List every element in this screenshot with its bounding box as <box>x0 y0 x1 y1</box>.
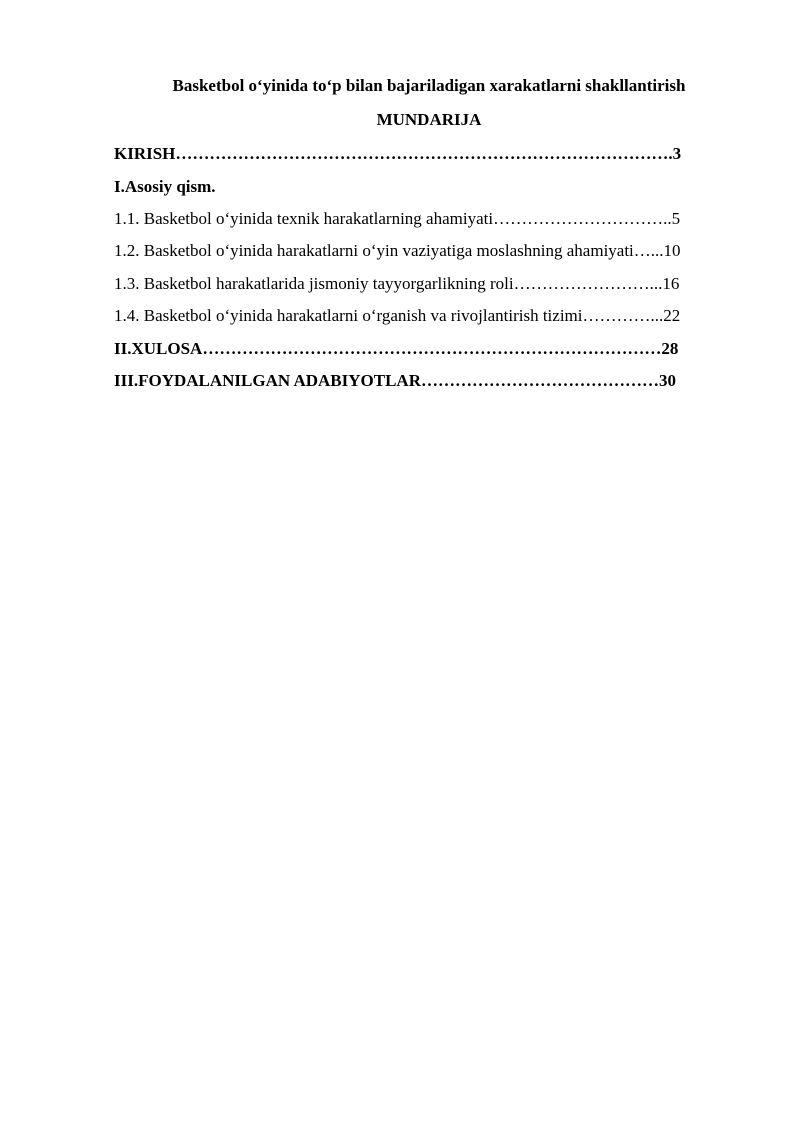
toc-entry-1-1: 1.1. Basketbol o‘yinida texnik harakatlarning ahamiyati…………………………..5 <box>114 209 681 228</box>
document-title: Basketbol o‘yinida to‘p bilan bajariladigan xarakatlarni shakllantirish <box>172 76 686 95</box>
toc-entry-xulosa: II.XULOSA………………………………………………………………………28 <box>114 339 679 358</box>
toc-heading: MUNDARIJA <box>376 110 482 129</box>
toc-entry-1-2: 1.2. Basketbol o‘yinida harakatlarni o‘yin vaziyatiga moslashning ahamiyati…...10 <box>114 241 681 260</box>
toc-entry-kirish: KIRISH…………………………………………………………………………….3 <box>114 144 682 163</box>
toc-entry-asosiy-qism: I.Asosiy qism. <box>114 177 216 196</box>
toc-entry-adabiyotlar: III.FOYDALANILGAN ADABIYOTLAR……………………………………30 <box>114 371 676 390</box>
toc-entry-1-4: 1.4. Basketbol o‘yinida harakatlarni o‘rganish va rivojlantirish tizimi…………...22 <box>114 306 681 325</box>
toc-entry-1-3: 1.3. Basketbol harakatlarida jismoniy tayyorgarlikning roli……………………...16 <box>114 274 680 293</box>
